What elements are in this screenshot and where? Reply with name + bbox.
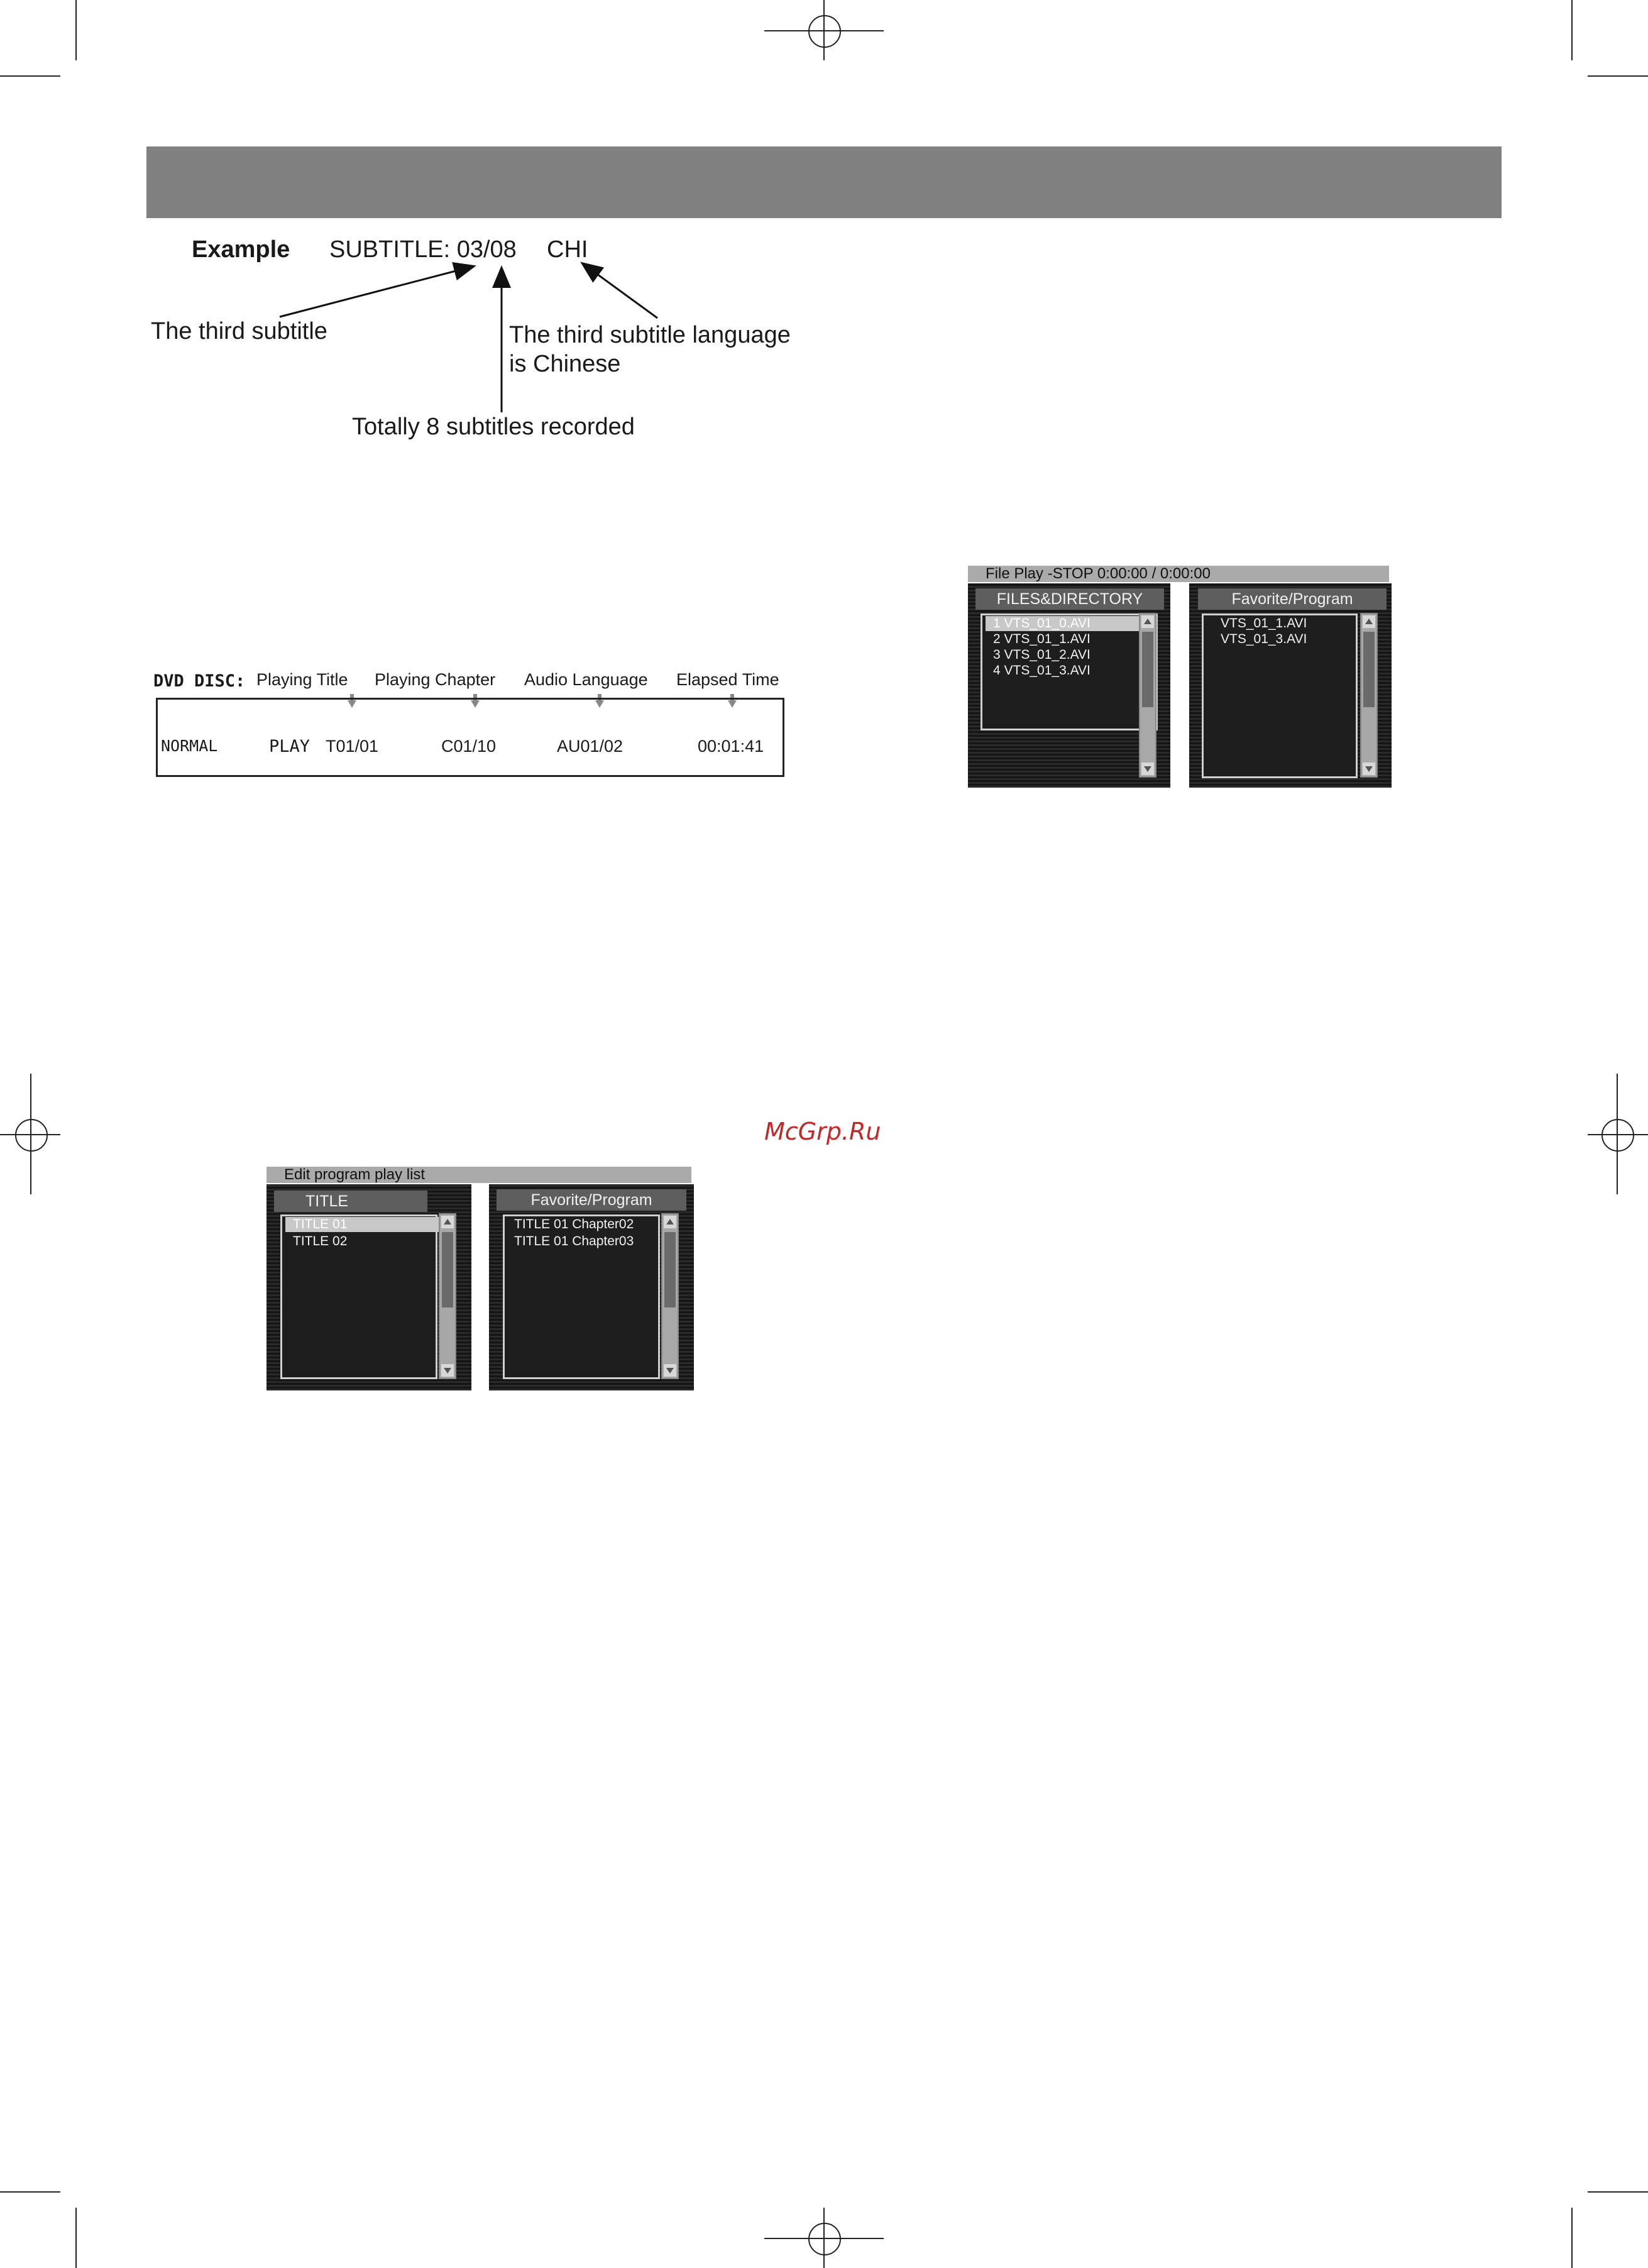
- osd-header-time: Elapsed Time: [676, 670, 779, 689]
- osd-title: T01/01: [326, 737, 379, 756]
- scroll-up-arrow-icon[interactable]: [441, 1216, 454, 1228]
- osd-header-title: Playing Title: [256, 670, 348, 689]
- note-total: Totally 8 subtitles recorded: [352, 414, 635, 440]
- favorite-item-2[interactable]: VTS_01_3.AVI: [1221, 632, 1307, 646]
- favorites-scrollbar[interactable]: [1360, 613, 1378, 778]
- scroll-up-arrow-icon[interactable]: [1363, 615, 1375, 628]
- files-scrollbar[interactable]: [1139, 613, 1156, 778]
- osd-state: PLAY: [269, 737, 310, 756]
- file-list-item-2[interactable]: 2 VTS_01_1.AVI: [993, 632, 1090, 646]
- scroll-up-arrow-icon[interactable]: [1141, 615, 1154, 628]
- watermark: McGrp.Ru: [764, 1118, 881, 1145]
- note-third-subtitle: The third subtitle: [151, 318, 327, 344]
- scroll-down-arrow-icon[interactable]: [664, 1364, 676, 1377]
- scroll-up-arrow-icon[interactable]: [664, 1216, 676, 1228]
- osd-time: 00:01:41: [698, 737, 764, 756]
- title-list-item-2[interactable]: TITLE 02: [293, 1234, 348, 1248]
- file-list-item-3[interactable]: 3 VTS_01_2.AVI: [993, 647, 1090, 662]
- note-language-line1: The third subtitle language: [509, 322, 791, 348]
- title-list-item-1[interactable]: TITLE 01: [285, 1217, 442, 1232]
- favorite-program-header: Favorite/Program: [1198, 588, 1387, 610]
- example-label: Example: [192, 236, 290, 263]
- program-list-item-1[interactable]: TITLE 01 Chapter02: [514, 1217, 634, 1231]
- osd-disc-label: DVD DISC:: [153, 671, 246, 691]
- subtitle-display: SUBTITLE: 03/08: [329, 236, 517, 263]
- edit-program-status-bar: Edit program play list: [266, 1167, 691, 1183]
- title-list-header: TITLE: [274, 1191, 427, 1212]
- note-language-line2: is Chinese: [509, 351, 621, 377]
- osd-chapter: C01/10: [441, 737, 497, 756]
- pointer-arrow-icon: [0, 0, 1648, 503]
- osd-mode: NORMAL: [161, 737, 218, 755]
- program-scrollbar[interactable]: [661, 1213, 679, 1379]
- files-directory-header: FILES&DIRECTORY: [975, 588, 1164, 610]
- language-code: CHI: [547, 236, 588, 263]
- osd-audio: AU01/02: [557, 737, 623, 756]
- scroll-down-arrow-icon[interactable]: [1141, 762, 1154, 775]
- osd-header-chapter: Playing Chapter: [375, 670, 496, 689]
- program-list-item-2[interactable]: TITLE 01 Chapter03: [514, 1234, 634, 1248]
- scroll-down-arrow-icon[interactable]: [441, 1364, 454, 1377]
- favorite-item-1[interactable]: VTS_01_1.AVI: [1221, 616, 1307, 630]
- file-list-item-1[interactable]: 1 VTS_01_0.AVI: [986, 616, 1143, 631]
- scroll-down-arrow-icon[interactable]: [1363, 762, 1375, 775]
- title-scrollbar[interactable]: [439, 1213, 456, 1379]
- osd-header-audio: Audio Language: [524, 670, 648, 689]
- file-list-item-4[interactable]: 4 VTS_01_3.AVI: [993, 663, 1090, 678]
- file-play-status-bar: File Play -STOP 0:00:00 / 0:00:00: [968, 566, 1389, 582]
- program-list-header: Favorite/Program: [497, 1189, 686, 1211]
